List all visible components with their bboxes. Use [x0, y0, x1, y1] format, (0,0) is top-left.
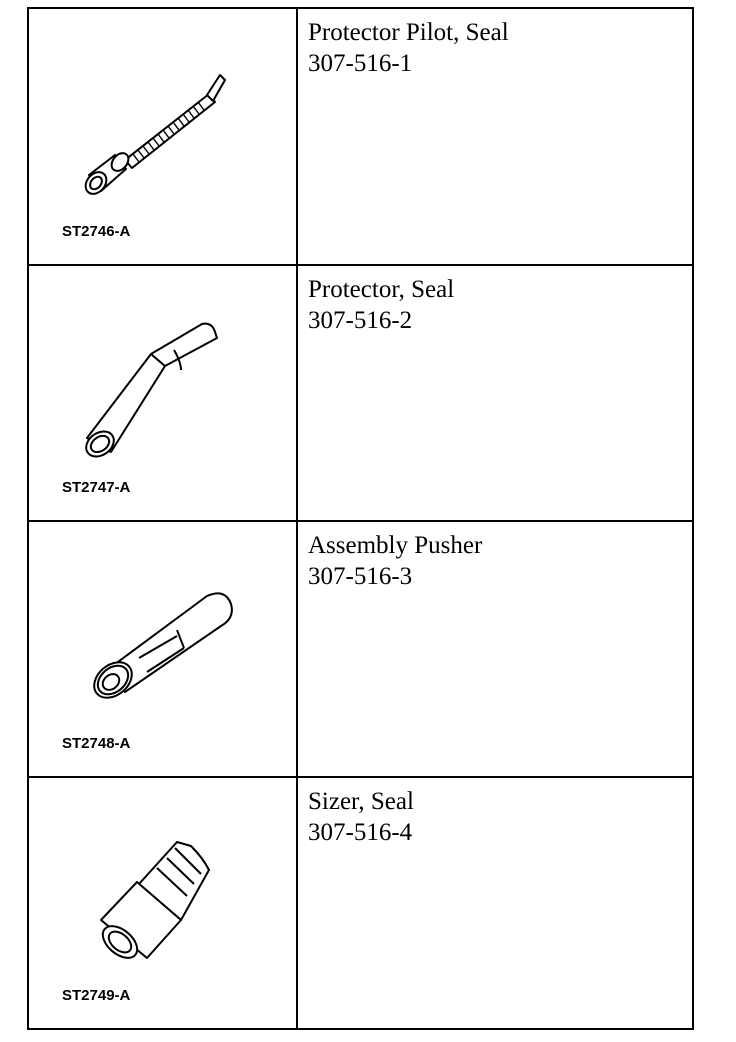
figure-code: ST2749-A: [62, 987, 131, 1004]
tool-illustration-cell: [29, 522, 298, 776]
figure-code: ST2746-A: [62, 223, 131, 240]
tool-number: 307-516-3: [308, 563, 413, 590]
tool-number: 307-516-2: [308, 307, 413, 334]
figure-code: ST2747-A: [62, 479, 131, 496]
tool-description-cell: [298, 778, 692, 1028]
table-row: [29, 9, 692, 264]
tool-name: Protector Pilot, Seal: [308, 19, 509, 46]
table-row: [29, 520, 692, 776]
figure-code: ST2748-A: [62, 735, 131, 752]
tool-illustration-cell: [29, 9, 298, 264]
tool-name: Protector, Seal: [308, 276, 455, 303]
tool-number: 307-516-4: [308, 819, 413, 846]
special-tools-table: [27, 7, 694, 1030]
tool-description-cell: [298, 266, 692, 520]
table-row: [29, 264, 692, 520]
tool-number: 307-516-1: [308, 50, 413, 77]
tool-illustration-cell: [29, 266, 298, 520]
tool-illustration-cell: [29, 778, 298, 1028]
tool-name: Sizer, Seal: [308, 788, 414, 815]
tool-name: Assembly Pusher: [308, 532, 483, 559]
table-row: [29, 776, 692, 1028]
tool-description-cell: [298, 9, 692, 264]
tool-description-cell: [298, 522, 692, 776]
